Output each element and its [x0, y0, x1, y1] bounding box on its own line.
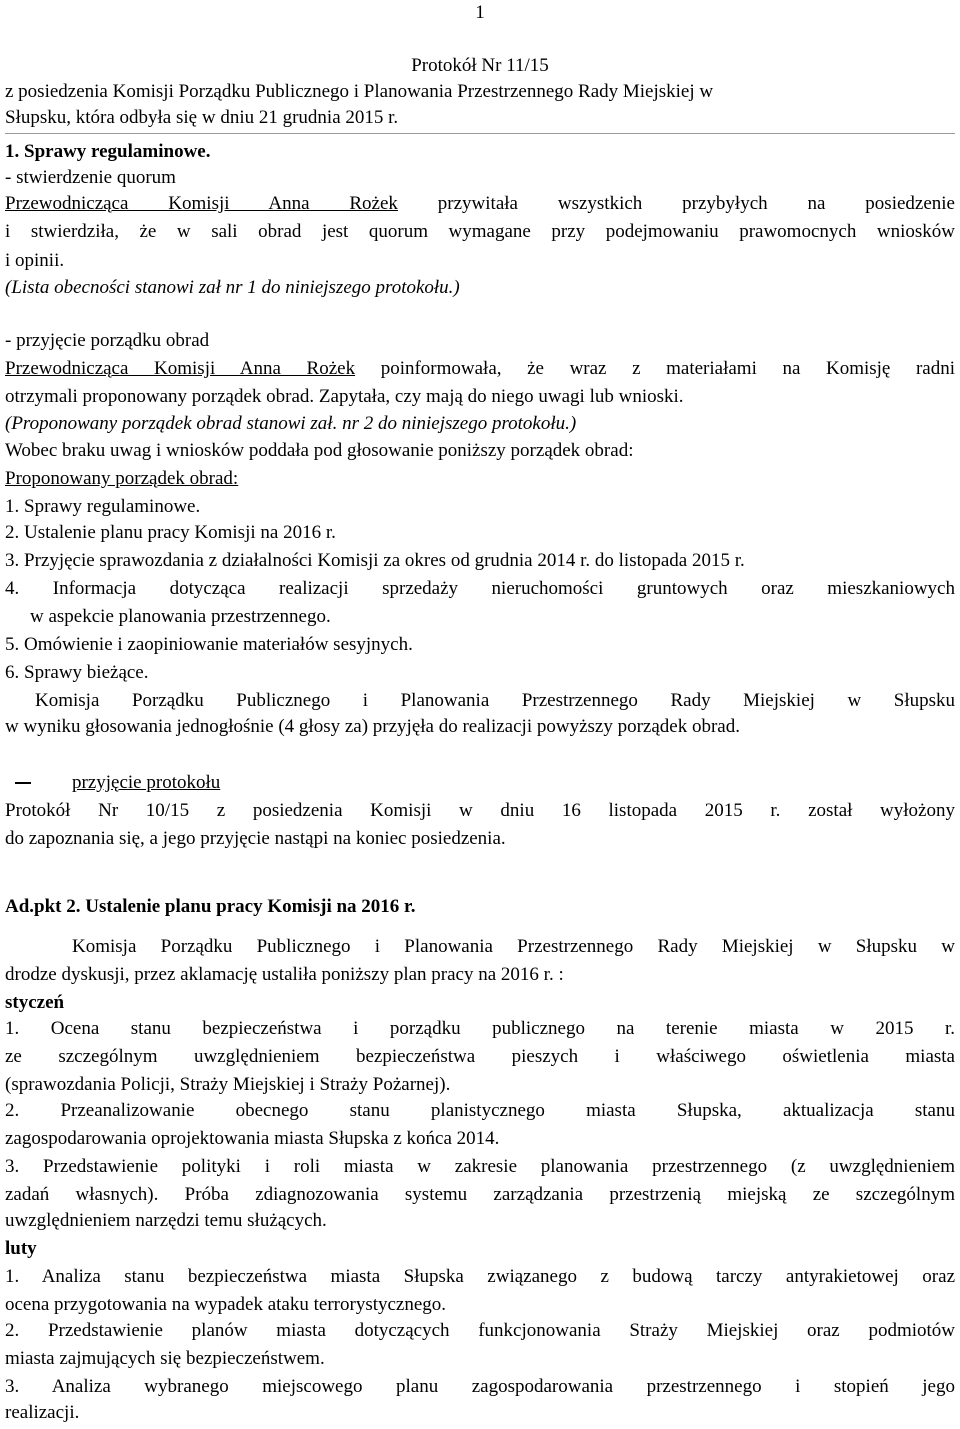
agenda-vote: Wobec braku uwag i wniosków poddała pod głosowanie poniższy porządek obrad:: [5, 440, 634, 461]
section-2-heading: Ad.pkt 2. Ustalenie planu pracy Komisji na 2016 r.: [5, 896, 416, 917]
plan-item-line: 3. Przedstawienie polityki i roli miasta w zakresie planowania przestrzennego (z uwzględnieniem: [5, 1156, 955, 1177]
minutes-title: przyjęcie protokołu: [72, 772, 221, 793]
minutes-line-1: Protokół Nr 10/15 z posiedzenia Komisji w dniu 16 listopada 2015 r. został wyłożony: [5, 800, 955, 821]
agenda-item: 2. Ustalenie planu pracy Komisji na 2016 r.: [5, 522, 336, 543]
plan-item-line: 2. Przedstawienie planów miasta dotyczących funkcjonowania Straży Miejskiej oraz podmiotów: [5, 1320, 955, 1341]
month-february: luty: [5, 1238, 37, 1259]
agenda-item: 6. Sprawy bieżące.: [5, 662, 149, 683]
minutes-line-2: do zapoznania się, a jego przyjęcie nastąpi na koniec posiedzenia.: [5, 828, 506, 849]
agenda-item: 5. Omówienie i zaopiniowanie materiałów sesyjnych.: [5, 634, 413, 655]
plan-item-line: (sprawozdania Policji, Straży Miejskiej i Straży Pożarnej).: [5, 1074, 451, 1095]
agenda-note: (Proponowany porządek obrad stanowi zał. nr 2 do niniejszego protokołu.): [5, 413, 577, 434]
agenda-paragraph-line-1: [5, 356, 955, 382]
plan-intro-line-2: drodze dyskusji, przez aklamację ustaliła poniższy plan pracy na 2016 r. :: [5, 964, 564, 985]
section-1-heading: 1. Sprawy regulaminowe.: [5, 141, 211, 162]
document-title: Protokół Nr 11/15: [411, 55, 549, 76]
agenda-paragraph-line-2: otrzymali proponowany porządek obrad. Zapytała, czy mają do niego uwagi lub wnioski.: [5, 386, 684, 407]
agenda-title: - przyjęcie porządku obrad: [5, 330, 210, 351]
page-number: 1: [475, 2, 485, 23]
plan-item-line: uwzględnieniem narzędzi temu służących.: [5, 1210, 327, 1231]
quorum-title: - stwierdzenie quorum: [5, 167, 176, 188]
quorum-chair-name: Przewodnicząca Komisji Anna Rożek: [5, 193, 398, 214]
document-subtitle-line-2: Słupsku, która odbyła się w dniu 21 grudnia 2015 r.: [5, 107, 399, 128]
agenda-line-1-rest: poinformowała, że wraz z materiałami na Komisję radni: [355, 358, 955, 379]
plan-item-line: 1. Ocena stanu bezpieczeństwa i porządku publicznego na terenie miasta w 2015 r.: [5, 1018, 955, 1039]
plan-item-line: 1. Analiza stanu bezpieczeństwa miasta Słupska związanego z budową tarczy antyrakietowej oraz: [5, 1266, 955, 1287]
agenda-item: 4. Informacja dotycząca realizacji sprzedaży nieruchomości gruntowych oraz mieszkaniowych: [5, 578, 955, 599]
quorum-paragraph-line-1: [5, 191, 955, 217]
plan-item-line: zadań własnych). Próba zdiagnozowania systemu zarządzania przestrzenią miejską ze szczególnym: [5, 1184, 955, 1205]
agenda-item: 1. Sprawy regulaminowe.: [5, 496, 201, 517]
agenda-chair-name: Przewodnicząca Komisji Anna Rożek: [5, 358, 356, 379]
plan-item-line: 2. Przeanalizowanie obecnego stanu planistycznego miasta Słupska, aktualizacja stanu: [5, 1100, 955, 1121]
plan-item-line: ocena przygotowania na wypadek ataku terrorystycznego.: [5, 1294, 447, 1315]
quorum-line-1-rest: przywitała wszystkich przybyłych na posiedzenie: [397, 193, 955, 214]
document-subtitle-line-1: z posiedzenia Komisji Porządku Publicznego i Planowania Przestrzennego Rady Miejskiej w: [5, 81, 714, 102]
agenda-result-line-1: Komisja Porządku Publicznego i Planowania Przestrzennego Rady Miejskiej w Słupsku: [35, 690, 955, 711]
minutes-bullet: [5, 770, 65, 796]
agenda-item-continuation: w aspekcie planowania przestrzennego.: [30, 606, 331, 627]
month-january: styczeń: [5, 992, 65, 1013]
quorum-paragraph-line-2: i stwierdziła, że w sali obrad jest quorum wymagane przy podejmowaniu prawomocnych wniosków: [5, 221, 955, 242]
agenda-result-line-2: w wyniku głosowania jednogłośnie (4 głosy za) przyjęła do realizacji powyższy porządek obrad.: [5, 716, 740, 737]
plan-intro-line-1: Komisja Porządku Publicznego i Planowania Przestrzennego Rady Miejskiej w Słupsku w: [72, 936, 955, 957]
plan-item-line: 3. Analiza wybranego miejscowego planu zagospodarowania przestrzennego i stopień jego: [5, 1376, 955, 1397]
plan-item-line: realizacji.: [5, 1402, 80, 1423]
plan-item-line: zagospodarowania oprojektowania miasta Słupska z końca 2014.: [5, 1128, 500, 1149]
quorum-note: (Lista obecności stanowi zał nr 1 do niniejszego protokołu.): [5, 277, 460, 298]
agenda-item: 3. Przyjęcie sprawozdania z działalności Komisji za okres od grudnia 2014 r. do listopada 2015 r.: [5, 550, 745, 571]
plan-item-line: miasta zajmujących się bezpieczeństwem.: [5, 1348, 325, 1369]
header-divider: [5, 133, 955, 134]
dash-icon: [15, 782, 31, 784]
plan-item-line: ze szczególnym uwzględnieniem bezpieczeństwa pieszych i właściwego oświetlenia miasta: [5, 1046, 955, 1067]
quorum-paragraph-line-3: i opinii.: [5, 250, 65, 271]
agenda-label: Proponowany porządek obrad:: [5, 468, 239, 489]
